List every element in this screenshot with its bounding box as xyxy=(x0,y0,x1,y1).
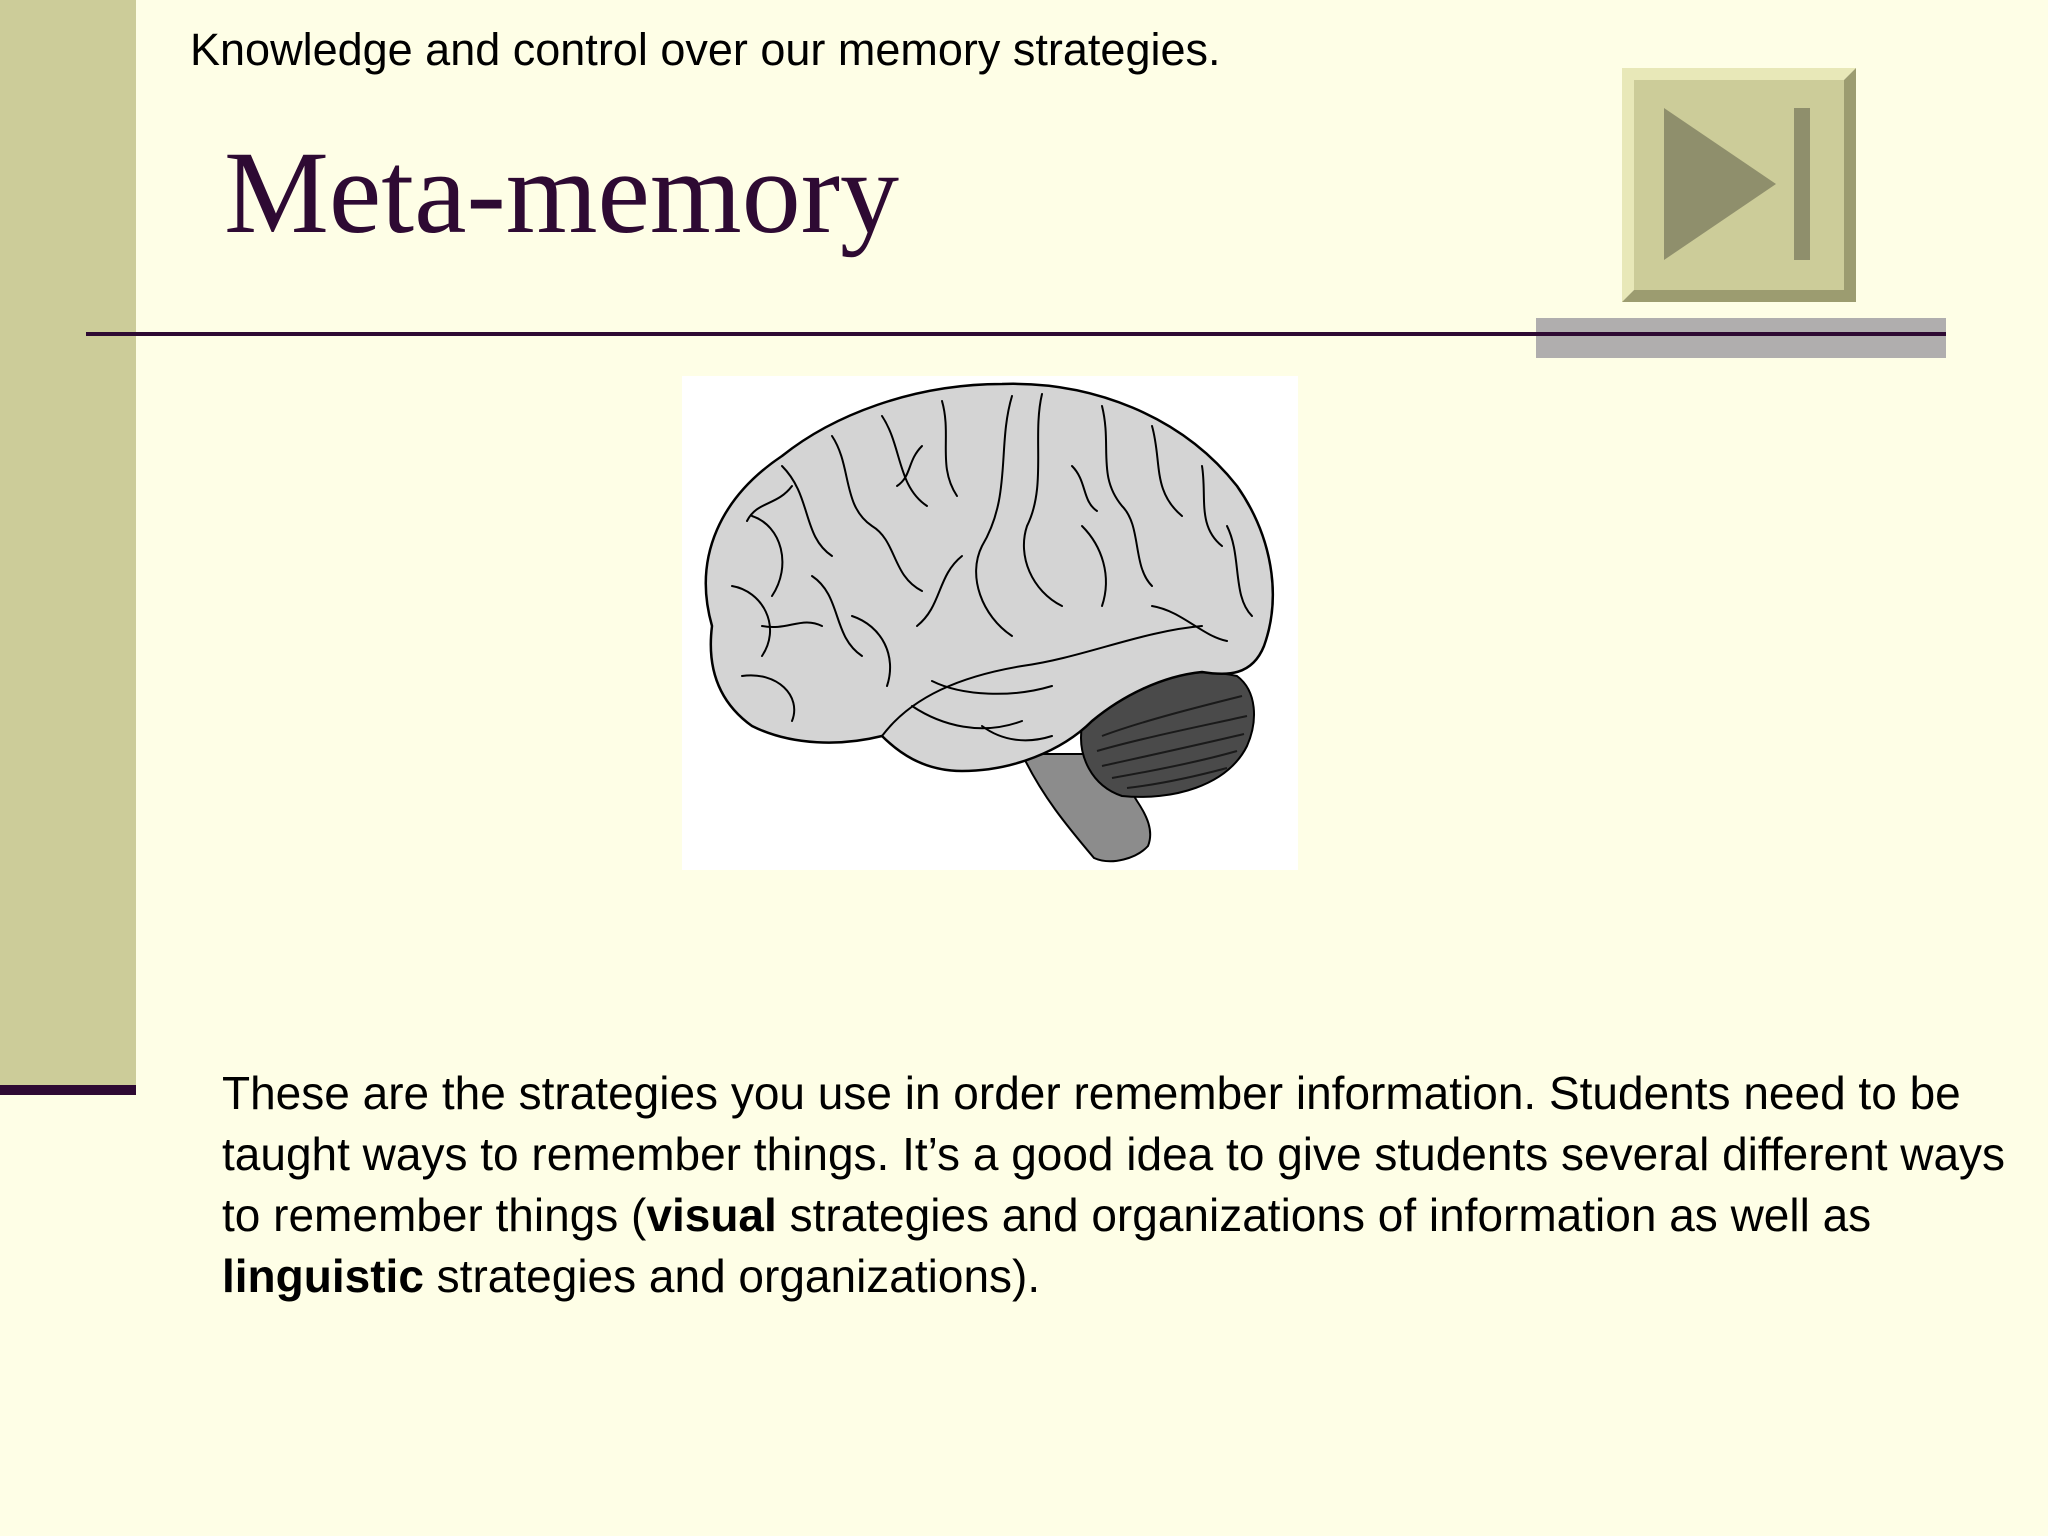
body-text-emphasis-linguistic: linguistic xyxy=(222,1250,424,1302)
brain-image xyxy=(682,376,1298,870)
skip-next-button[interactable] xyxy=(1622,68,1856,302)
brain-icon xyxy=(682,376,1298,870)
sidebar-accent-underline xyxy=(0,1085,136,1095)
slide-subtitle: Knowledge and control over our memory strategies. xyxy=(190,24,1221,75)
skip-next-icon xyxy=(1622,68,1856,302)
body-text-emphasis-visual: visual xyxy=(646,1189,777,1241)
title-rule xyxy=(86,332,1946,336)
sidebar-accent xyxy=(0,0,136,1085)
body-text-part-1: These are the strategies you use in order remember information. Students need to be taught ways to remember things. It’s a good idea to give students several different ways to remember things ( xyxy=(222,1067,2006,1241)
body-text-part-3: strategies and organizations). xyxy=(423,1250,1041,1302)
slide-body xyxy=(222,1063,2032,1307)
slide-title: Meta-memory xyxy=(224,127,899,258)
title-rule-shadow xyxy=(1536,318,1946,358)
body-text-part-2: strategies and organizations of information as well as xyxy=(776,1189,1872,1241)
